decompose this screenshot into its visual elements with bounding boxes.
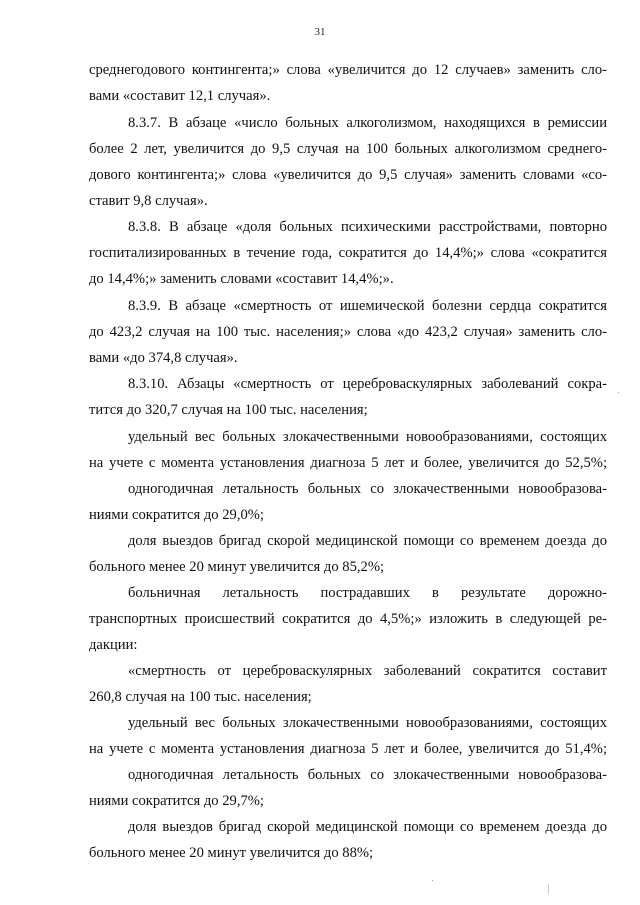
text-line: более 2 лет, увеличится до 9,5 случая на 100 больных алкоголизмом среднего-: [89, 141, 607, 157]
scan-speck: [432, 880, 433, 881]
text-line: на учете с момента установления диагноза 5 лет и более, увеличится до 51,4%;: [89, 741, 607, 757]
text-line: среднегодового контингента;» слова «увеличится до 12 случаев» заменить сло-: [89, 62, 607, 78]
text-line: госпитализированных в течение года, сократится до 14,4%;» слова «сократится: [89, 245, 607, 261]
text-line: 8.3.9. В абзаце «смертность от ишемической болезни сердца сократится: [128, 298, 607, 314]
text-line: доля выездов бригад скорой медицинской помощи со временем доезда до: [128, 533, 607, 549]
text-line: ставит 9,8 случая».: [89, 193, 208, 209]
text-line: «смертность от цереброваскулярных заболеваний сократится составит: [128, 663, 607, 679]
text-line: одногодичная летальность больных со злокачественными новообразова-: [128, 767, 607, 783]
text-line: 8.3.10. Абзацы «смертность от цереброваскулярных заболеваний сокра-: [128, 376, 607, 392]
text-line: удельный вес больных злокачественными новообразованиями, состоящих: [128, 429, 607, 445]
text-line: дового контингента;» слова «увеличится до 9,5 случая» заменить словами «со-: [89, 167, 607, 183]
text-line: на учете с момента установления диагноза 5 лет и более, увеличится до 52,5%;: [89, 455, 607, 471]
text-line: 8.3.8. В абзаце «доля больных психическими расстройствами, повторно: [128, 219, 607, 235]
text-line: больного менее 20 минут увеличится до 85,2%;: [89, 559, 385, 575]
text-line: вами «до 374,8 случая».: [89, 350, 238, 366]
scan-speck: [618, 392, 619, 393]
text-line: ниями сократится до 29,0%;: [89, 507, 264, 523]
scan-speck: [548, 884, 549, 894]
text-line: до 14,4%;» заменить словами «составит 14,4%;».: [89, 271, 394, 287]
text-line: ниями сократится до 29,7%;: [89, 793, 264, 809]
text-line: дакции:: [89, 637, 138, 653]
text-line: тится до 320,7 случая на 100 тыс. населения;: [89, 402, 368, 418]
text-line: удельный вес больных злокачественными новообразованиями, состоящих: [128, 715, 607, 731]
page-number: 31: [314, 26, 326, 38]
text-line: больного менее 20 минут увеличится до 88%;: [89, 845, 374, 861]
text-line: 8.3.7. В абзаце «число больных алкоголизмом, находящихся в ремиссии: [128, 115, 607, 131]
text-line: до 423,2 случая на 100 тыс. населения;» слова «до 423,2 случая» заменить сло-: [89, 324, 607, 340]
text-line: больничная летальность пострадавших в результате дорожно-: [128, 585, 607, 601]
text-line: доля выездов бригад скорой медицинской помощи со временем доезда до: [128, 819, 607, 835]
text-line: одногодичная летальность больных со злокачественными новообразова-: [128, 481, 607, 497]
text-line: транспортных происшествий сократится до 4,5%;» изложить в следующей ре-: [89, 611, 607, 627]
text-line: 260,8 случая на 100 тыс. населения;: [89, 689, 312, 705]
text-line: вами «составит 12,1 случая».: [89, 88, 271, 104]
